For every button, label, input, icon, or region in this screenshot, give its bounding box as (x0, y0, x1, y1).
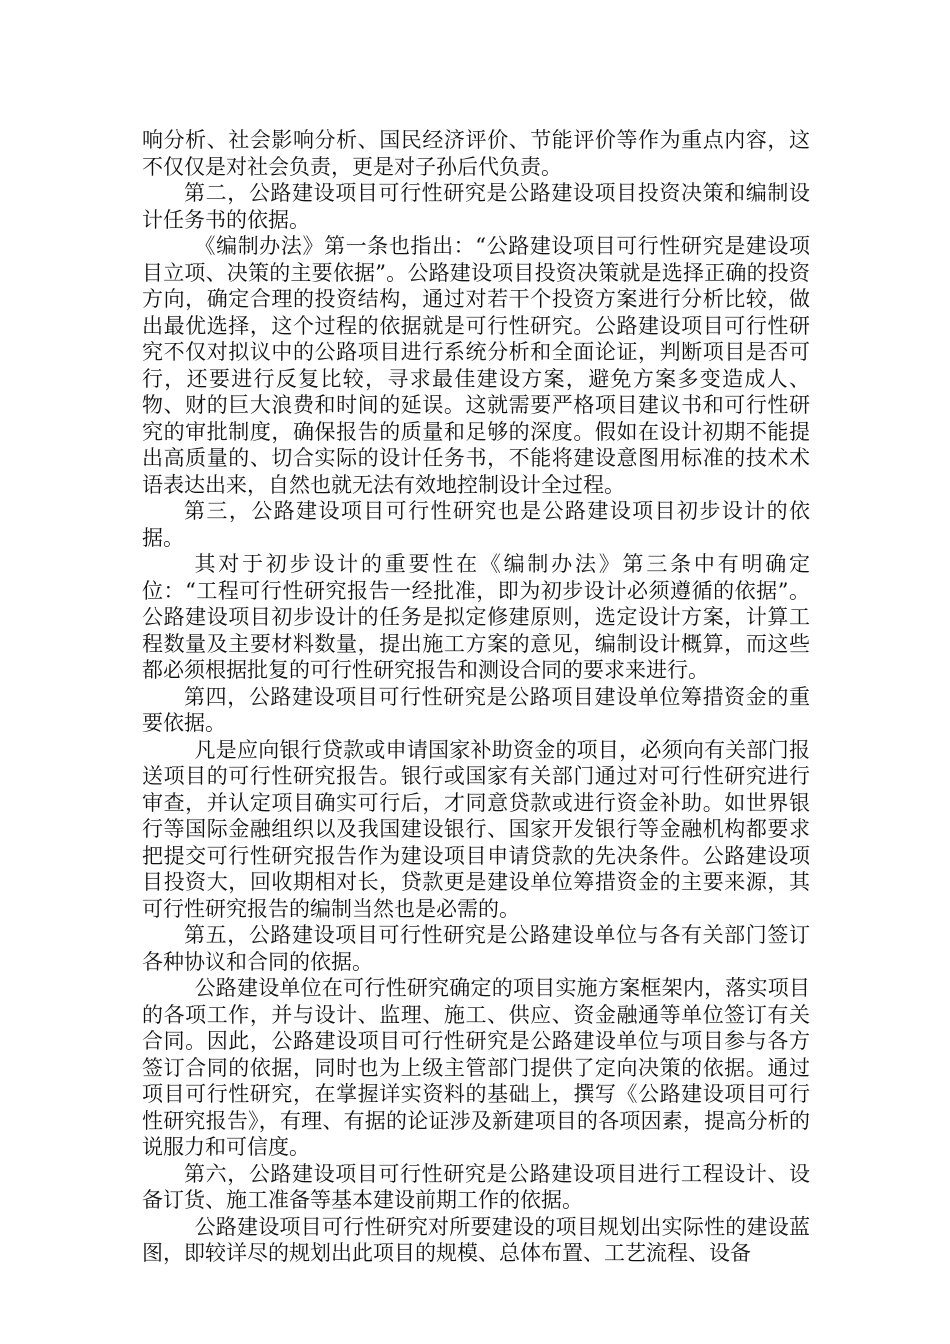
paragraph-body: 公路建设单位在可行性研究确定的项目实施方案框架内，落实项目的各项工作，并与设计、监理、施工、供应、资金融通等单位签订有关合同。因此，公路建设项目可行性研究是公路建设单位与项目参与各方签订合同的依据，同时也为上级主管部门提供了定向决策的依据。通过项目可行性研究，在掌握详实资料的基础上，撰写《公路建设项目可行性研究报告》，有理、有据的论证涉及新建项目的各项因素，提高分析的说服力和可信度。 (142, 976, 810, 1159)
paragraph-point-six: 第六，公路建设项目可行性研究是公路建设项目进行工程设计、设备订货、施工准备等基本建设前期工作的依据。 (142, 1161, 810, 1212)
paragraph-body: 凡是应向银行贷款或申请国家补助资金的项目，必须向有关部门报送项目的可行性研究报告。银行或国家有关部门通过对可行性研究进行审查，并认定项目确实可行后，才同意贷款或进行资金补助。如世界银行等国际金融组织以及我国建设银行、国家开发银行等金融机构都要求把提交可行性研究报告作为建设项目申请贷款的先决条件。公路建设项目投资大，回收期相对长，贷款更是建设单位筹措资金的主要来源，其可行性研究报告的编制当然也是必需的。 (142, 737, 810, 921)
paragraph-body: 《编制办法》第一条也指出：“公路建设项目可行性研究是建设项目立项、决策的主要依据”。公路建设项目投资决策就是选择正确的投资方向，确定合理的投资结构，通过对若干个投资方案进行分析比较，做出最优选择，这个过程的依据就是可行性研究。公路建设项目可行性研究不仅对拟议中的公路项目进行系统分析和全面论证，判断项目是否可行，还要进行反复比较，寻求最佳建设方案，避免方案多变造成人、物、财的巨大浪费和时间的延误。这就需要严格项目建议书和可行性研究的审批制度，确保报告的质量和足够的深度。假如在设计初期不能提出高质量的、切合实际的设计任务书，不能将建设意图用标准的技术术语表达出来，自然也就无法有效地控制设计全过程。 (142, 234, 810, 497)
paragraph-body: 其对于初步设计的重要性在《编制办法》第三条中有明确定位：“工程可行性研究报告一经批准，即为初步设计必须遵循的依据”。公路建设项目初步设计的任务是拟定修建原则，选定设计方案，计算工程数量及主要材料数量，提出施工方案的意见，编制设计概算，而这些都必须根据批复的可行性研究报告和测设合同的要求来进行。 (142, 552, 810, 682)
paragraph-point-three: 第三，公路建设项目可行性研究也是公路建设项目初步设计的依据。 (142, 499, 810, 550)
paragraph-body: 公路建设项目可行性研究对所要建设的项目规划出实际性的建设蓝图，即较详尽的规划出此项目的规模、总体布置、工艺流程、设备 (142, 1214, 810, 1265)
paragraph-continuation: 响分析、社会影响分析、国民经济评价、节能评价等作为重点内容，这不仅仅是对社会负责，更是对子孙后代负责。 (142, 128, 810, 179)
paragraph-point-five: 第五，公路建设项目可行性研究是公路建设单位与各有关部门签订各种协议和合同的依据。 (142, 923, 810, 974)
paragraph-point-two: 第二，公路建设项目可行性研究是公路建设项目投资决策和编制设计任务书的依据。 (142, 181, 810, 232)
document-page (142, 127, 810, 1267)
paragraph-point-four: 第四，公路建设项目可行性研究是公路项目建设单位筹措资金的重要依据。 (142, 684, 810, 735)
